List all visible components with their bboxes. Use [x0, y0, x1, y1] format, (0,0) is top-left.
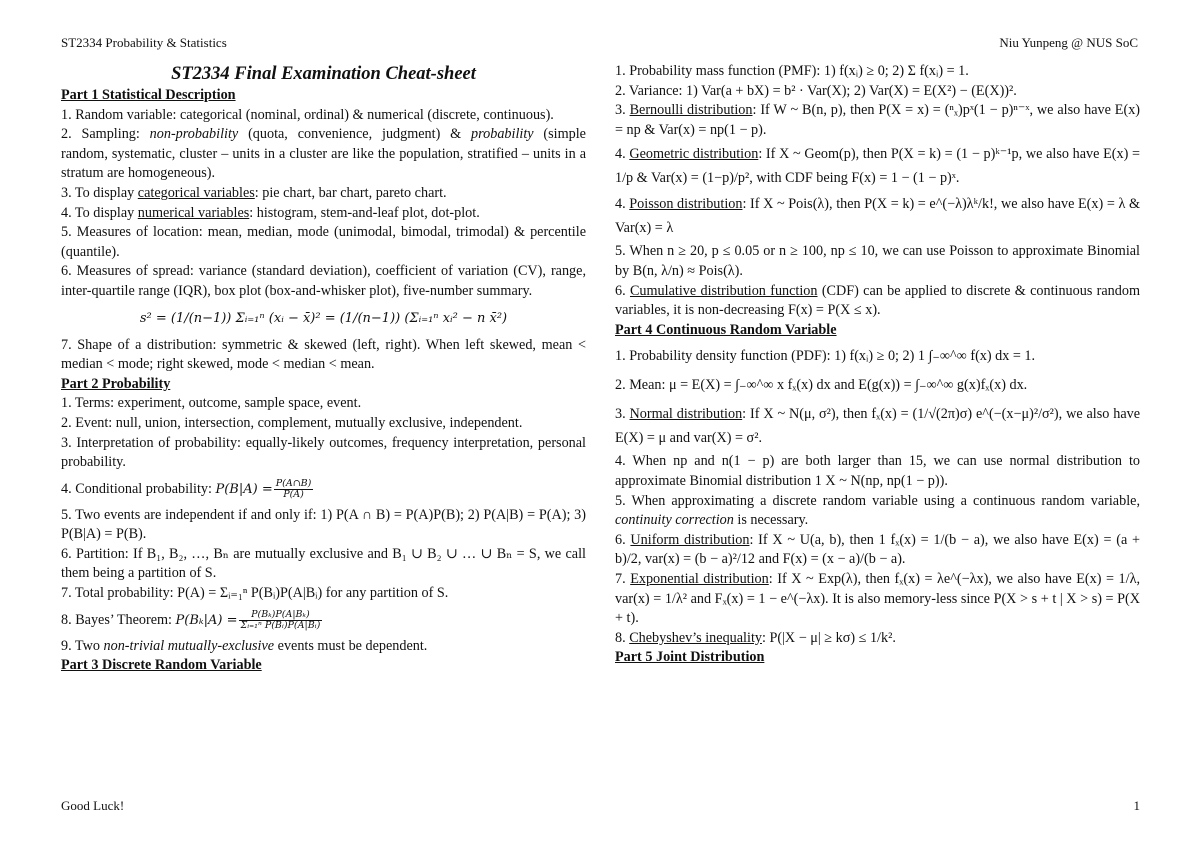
part4-item-6: 6. Uniform distribution: If X ~ U(a, b), then 1 fₓ(x) = 1/(b − a), we also have E(x) = (a + b)/2, var(x) = (b − a)²/12 and F(x) = (x − a)/(b − a). — [615, 531, 1141, 568]
part4-item-7: 7. Exponential distribution: If X ~ Exp(λ), then fₓ(x) = λe^(−λx), we also have E(x) = 1/λ, var(x) = 1/λ² and Fₓ(x) = 1 − e^(−λx). It is also memory-less since P(X > s + t | X > s) = P(X + t). — [615, 570, 1141, 627]
part1-item-7: 7. Shape of a distribution: symmetric & skewed (left, right). When left skewed, mean < median < mode; right skewed, mode < median < mean. — [61, 336, 586, 373]
right-column — [615, 62, 1140, 668]
part3-item-1: 1. Probability mass function (PMF): 1) f(xᵢ) ≥ 0; 2) Σ f(xᵢ) = 1. — [615, 63, 969, 79]
part2-heading: Part 2 Probability — [61, 375, 171, 392]
part3-heading: Part 3 Discrete Random Variable — [61, 657, 262, 674]
part4-heading: Part 4 Continuous Random Variable — [615, 321, 837, 338]
part2-item-9: 9. Two non-trivial mutually-exclusive events must be dependent. — [61, 637, 428, 654]
page-number: 1 — [1133, 798, 1140, 813]
page-title: ST2334 Final Examination Cheat-sheet — [171, 64, 476, 84]
part3-item-6: 5. When n ≥ 20, p ≤ 0.05 or n ≥ 100, np ≤ 10, we can use Poisson to approximate Binomial by B(n, λ/n) ≈ Pois(λ). — [615, 243, 1140, 279]
part4-item-2: 2. Mean: μ = E(X) = ∫₋∞^∞ x fₓ(x) dx and E(g(x)) = ∫₋∞^∞ g(x)fₓ(x) dx. — [615, 377, 1028, 394]
part3-item-3: 3. Bernoulli distribution: If W ~ B(n, p), then P(X = x) = (ⁿₓ)pˣ(1 − p)ⁿ⁻ˣ, we also have E(x) = np & Var(x) = np(1 − p). — [615, 102, 1141, 138]
part3-item-7: 6. Cumulative distribution function (CDF) can be applied to discrete & continuous random variables, it is non-decreasing F(x) = P(X ≤ x). — [615, 282, 1140, 319]
part4-item-8: 8. Chebyshev’s inequality: P(|X − μ| ≥ kσ) ≤ 1/k². — [615, 629, 896, 646]
part1-item-2: 2. Sampling: non-probability (quota, convenience, judgment) & probability (simple random, systematic, cluster – units in a cluster are like the population, stratified – units in a stratum are homogeneous). — [61, 126, 586, 182]
part1-item-4: 4. To display numerical variables: histogram, stem-and-leaf plot, dot-plot. — [61, 204, 480, 221]
part3-item-4: 4. Geometric distribution: If X ~ Geom(p), then P(X = k) = (1 − p)ᵏ⁻¹p, we also have E(x) = 1/p & Var(x) = (1−p)/p², with CDF being F(x) = 1 − (1 − p)ˣ. — [615, 146, 1140, 187]
part2-item-5: 5. Two events are independent if and only if: 1) P(A ∩ B) = P(A)P(B); 2) P(A|B) = P(A); 3) P(B|A) = P(B). — [61, 506, 586, 543]
part4-item-4: 4. When np and n(1 − p) are both larger than 15, we can use normal distribution to approximate Binomial distribution 1 X ~ N(np, np(1 − p)). — [615, 453, 1140, 489]
part4-item-5: 5. When approximating a discrete random variable using a continuous random variable, continuity correction is necessary. — [615, 492, 1140, 529]
part2-item-3: 3. Interpretation of probability: equally-likely outcomes, frequency interpretation, personal probability. — [61, 434, 586, 471]
left-column — [61, 62, 586, 676]
part2-item-8: 8. Bayes’ Theorem: P(Bₖ|A) = $\frac{\text{P(Bₖ)P(A|Bₖ)}}{\text{Σᵢ₌₁ⁿ P(Bᵢ)P(A|Bᵢ)}}$ — [61, 608, 321, 631]
part4-item-1: 1. Probability density function (PDF): 1) f(xᵢ) ≥ 0; 2) 1 ∫₋∞^∞ f(x) dx = 1. — [615, 348, 1036, 365]
part2-item-1: 1. Terms: experiment, outcome, sample space, event. — [61, 395, 362, 412]
part3-item-2: 2. Variance: 1) Var(a + bX) = b² · Var(X); 2) Var(X) = E(X²) − (E(X))². — [615, 82, 1017, 99]
part3-item-5: 4. Poisson distribution: If X ~ Pois(λ), then P(X = k) = e^(−λ)λᵏ/k!, we also have E(x) = λ & Var(x) = λ — [615, 196, 1140, 237]
part4-item-3: 3. Normal distribution: If X ~ N(μ, σ²), then fₓ(x) = (1/√(2π)σ) e^(−(x−μ)²/σ²), we also have E(X) = μ and var(X) = σ². — [615, 406, 1141, 447]
part1-item-1: 1. Random variable: categorical (nominal, ordinal) & numerical (discrete, continuous). — [61, 106, 554, 123]
footer-message: Good Luck! — [61, 798, 125, 813]
variance-formula: s² = (1/(n−1)) Σᵢ₌₁ⁿ (xᵢ − x̄)² = (1/(n−1)) (Σᵢ₌₁ⁿ xᵢ² − n x̄²) — [139, 310, 508, 326]
part2-item-4: 4. Conditional probability: P(B|A) = $\frac{P(A\cap B)}{P(A)}$ — [61, 477, 312, 500]
part1-heading: Part 1 Statistical Description — [61, 87, 236, 103]
part2-item-7: 7. Total probability: P(A) = Σᵢ₌₁ⁿ P(Bᵢ)P(A|Bᵢ) for any partition of S. — [61, 585, 449, 602]
part2-item-6: 6. Partition: If B₁, B₂, …, Bₙ are mutually exclusive and B₁ ∪ B₂ ∪ … ∪ Bₙ = S, we call them being a partition of S. — [61, 545, 586, 582]
part1-item-3: 3. To display categorical variables: pie chart, bar chart, pareto chart. — [61, 184, 447, 201]
part2-item-2: 2. Event: null, union, intersection, complement, mutually exclusive, independent. — [61, 414, 523, 431]
part1-item-6: 6. Measures of spread: variance (standard deviation), coefficient of variation (CV), range, inter-quartile range (IQR), box plot (box-and-whisker plot), five-number summary. — [61, 263, 586, 299]
part1-item-5: 5. Measures of location: mean, median, mode (unimodal, bimodal, trimodal) & percentile (quantile). — [61, 224, 586, 260]
header-course: ST2334 Probability & Statistics — [61, 35, 227, 50]
header-author: Niu Yunpeng @ NUS SoC — [999, 35, 1138, 50]
part5-heading: Part 5 Joint Distribution — [615, 649, 765, 666]
